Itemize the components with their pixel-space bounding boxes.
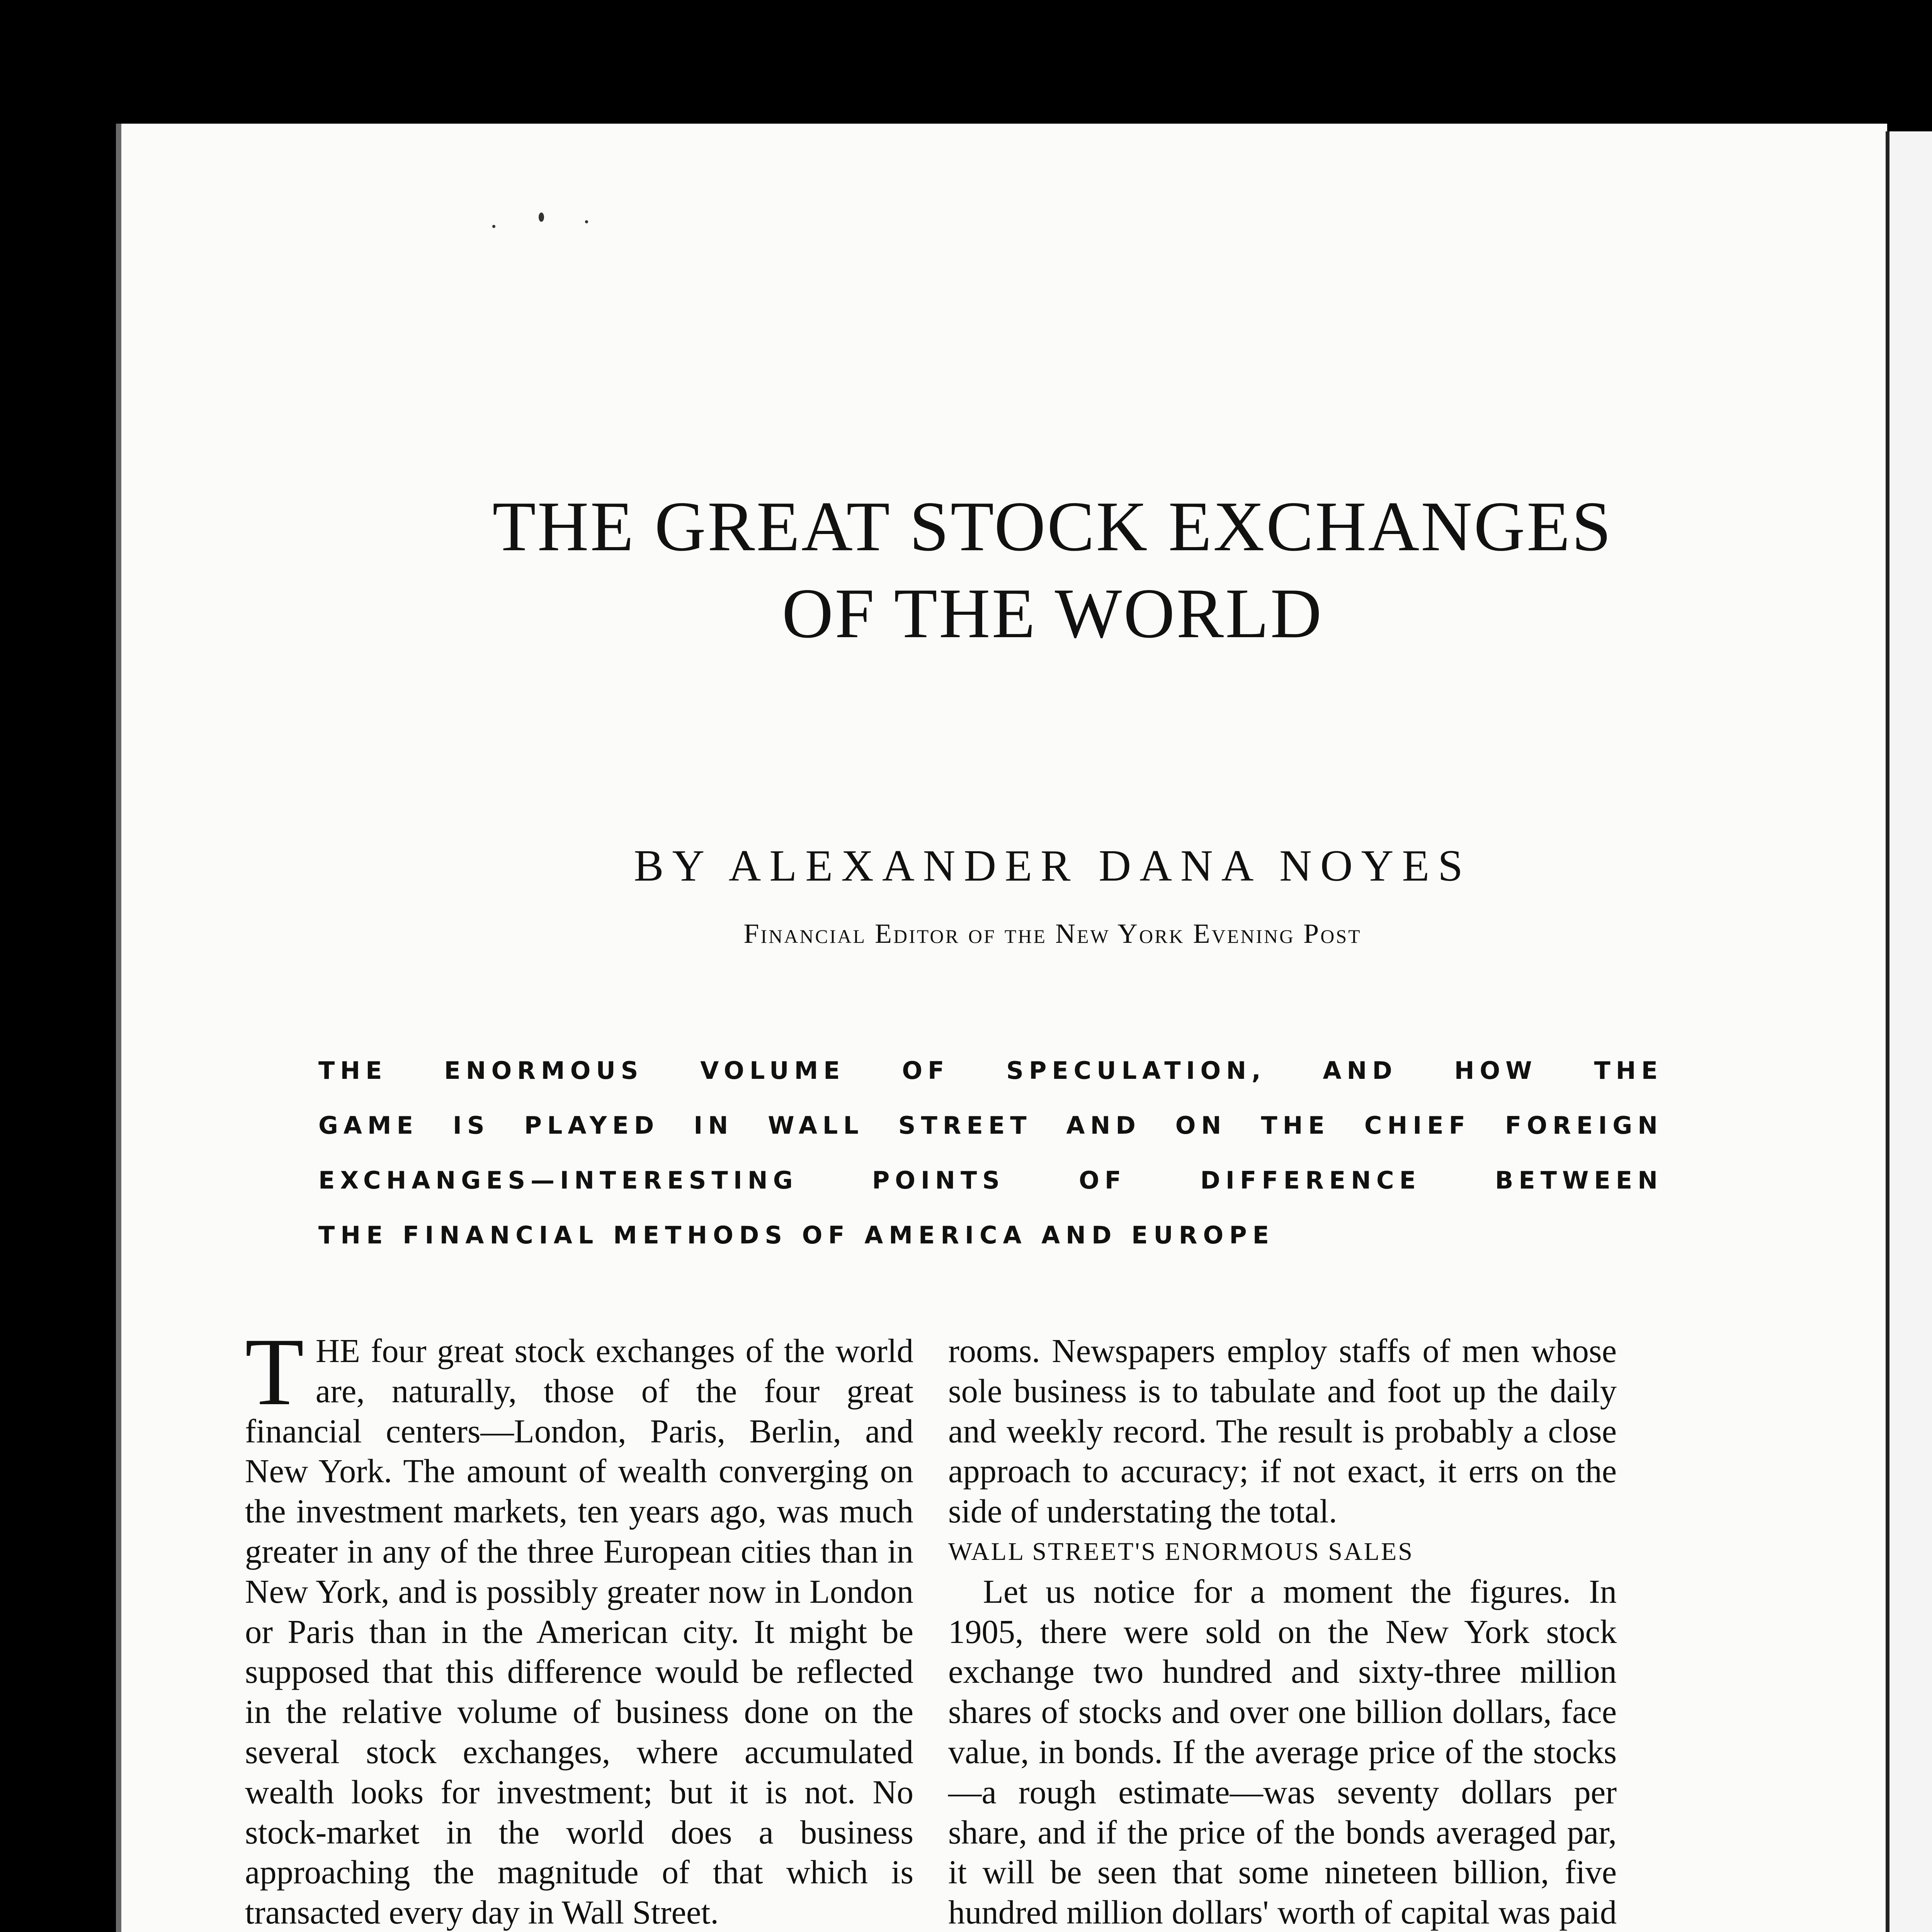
magazine-page: [116, 124, 1887, 1932]
paragraph-2-part: rooms. Newspapers employ staffs of men whose sole business is to tabulate and foot up the daily and weekly record. The result is probably a close approach to accuracy; if not exact, it errs on the side of understating the total.: [948, 1332, 1617, 1530]
author-affiliation: Financial Editor of the New York Evening Post: [743, 918, 1362, 949]
text-column-right: [948, 1331, 1617, 1932]
dust-speck: [539, 213, 544, 222]
text-column-left: [245, 1318, 913, 1932]
paragraph-2-continued: [948, 1331, 1617, 1532]
paragraph-1-text: HE four great stock exchanges of the world are, naturally, those of the four great financial centers—London, Paris, Berlin, and New York. The amount of wealth converging on the investment markets, ten years ago, was much greater in any of the three European cities than in New York, and is possibly greater now in London or Paris than in the American city. It might be supposed that this difference would be reflected in the relative volume of business done on the several stock exchanges, where accumulated wealth looks for investment; but it is not. No stock-market in the world does a business approaching the magnitude of that which is transacted every day in Wall Street.: [245, 1332, 913, 1931]
deck-line: EXCHANGES—INTERESTING POINTS OF DIFFERENCE BETWEEN: [318, 1166, 1663, 1194]
deck-line: GAME IS PLAYED IN WALL STREET AND ON THE CHIEF FOREIGN: [318, 1111, 1663, 1139]
facing-page-edge: [1886, 131, 1932, 1932]
paragraph-1: [245, 1318, 913, 1932]
article-deck: [318, 1043, 1663, 1263]
paragraph-3: Let us notice for a moment the figures. In 1905, there were sold on the New York stock exchange two hundred and sixty-three million shares of stocks and over one billion dollars, face value, in bonds. If the average price of the stocks—a rough estimate—was seventy dollars per share, and if the price of the bonds averaged par, it will be seen that some nineteen billion, five hundred million dollars' worth of capital was paid: [948, 1573, 1617, 1931]
dust-speck: [585, 220, 588, 223]
author-byline: BY ALEXANDER DANA NOYES: [634, 841, 1471, 891]
drop-cap: T: [245, 1318, 304, 1425]
section-subhead: WALL STREET'S ENORMOUS SALES: [948, 1537, 1414, 1566]
deck-line: THE ENORMOUS VOLUME OF SPECULATION, AND HOW THE: [318, 1056, 1663, 1085]
dust-speck: [492, 225, 495, 228]
article-title: THE GREAT STOCK EXCHANGES OF THE WORLD: [492, 487, 1613, 653]
deck-line: THE FINANCIAL METHODS OF AMERICA AND EUROPE: [318, 1221, 1275, 1249]
